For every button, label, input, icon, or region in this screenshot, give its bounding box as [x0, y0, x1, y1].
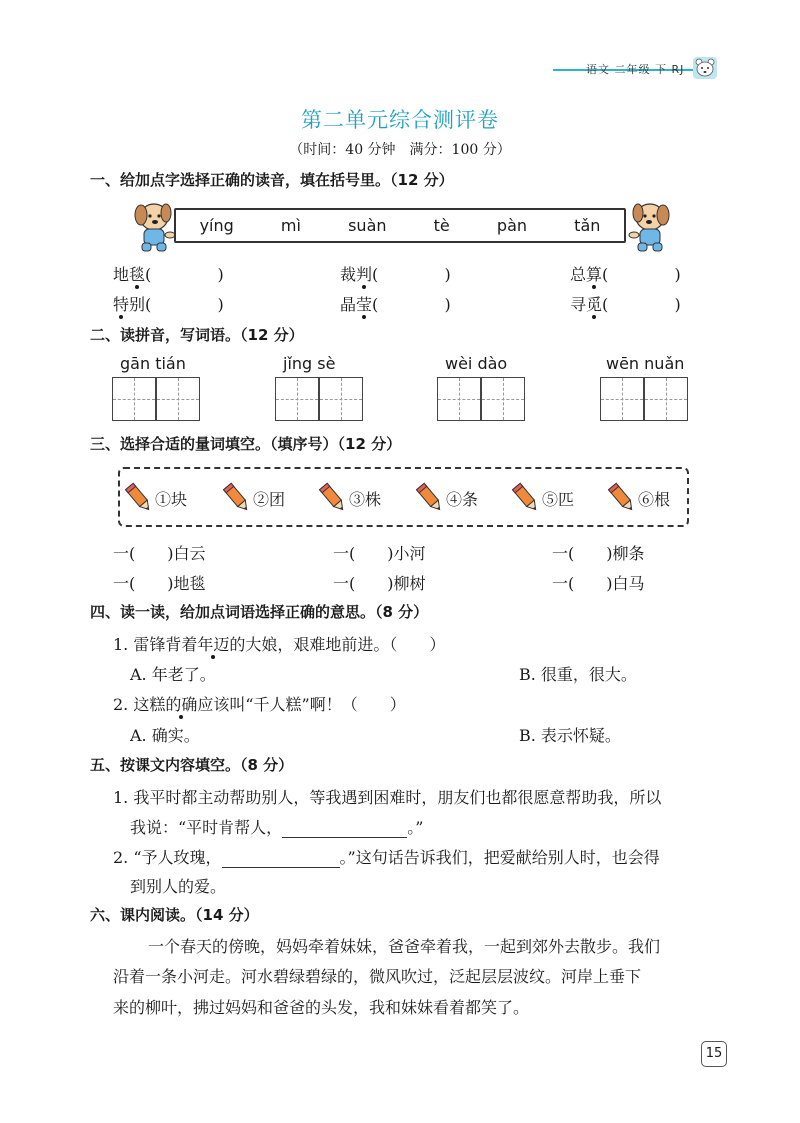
measure-word-option: ⑥根 — [608, 481, 670, 515]
writing-cell[interactable] — [112, 377, 156, 421]
header-subject-label: 语文 二年级 下 RJ — [586, 63, 685, 76]
fill-item: 一( )地毯 — [113, 574, 206, 593]
section5-heading: 五、按课文内容填空。（8 分） — [90, 756, 294, 774]
measure-word-option: ①块 — [125, 481, 187, 515]
pinyin-option: yíng — [199, 216, 234, 235]
question-1: 1. 雷锋背着年迈的大娘，艰难地前进。（ ） — [113, 635, 446, 654]
pencil-icon — [608, 481, 636, 515]
fill-question-1-line2: 我说：“平时肯帮人， 。” — [130, 818, 424, 837]
fill-item: 一( )柳条 — [552, 544, 645, 563]
writing-cell[interactable] — [600, 377, 644, 421]
page-title: 第二单元综合测评卷 — [301, 108, 499, 132]
measure-word-option: ④条 — [416, 481, 478, 515]
fill-item: 一( )小河 — [333, 544, 426, 563]
pinyin-prompt: jǐng sè — [283, 354, 336, 373]
pinyin-option: tǎn — [574, 216, 601, 235]
word-item: 晶莹( ) — [340, 295, 451, 314]
section3-heading: 三、选择合适的量词填空。（填序号）（12 分） — [90, 435, 402, 453]
exam-info: （时间：40 分钟 满分：100 分） — [289, 142, 511, 158]
word-item: 特别( ) — [113, 295, 224, 314]
writing-cell[interactable] — [437, 377, 481, 421]
word-item: 寻觅( ) — [570, 295, 681, 314]
section6-heading: 六、课内阅读。（14 分） — [90, 906, 259, 924]
fill-item: 一( )白马 — [552, 574, 645, 593]
pinyin-option: pàn — [496, 216, 528, 235]
fill-item: 一( )白云 — [113, 544, 206, 563]
puppy-left-icon — [128, 197, 178, 255]
pencil-icon — [416, 481, 444, 515]
section2-heading: 二、读拼音，写词语。（12 分） — [90, 326, 304, 344]
pinyin-prompt: gān tián — [120, 354, 186, 373]
reading-passage-line: 一个春天的傍晚，妈妈牵着妹妹，爸爸牵着我，一起到郊外去散步。我们 — [148, 937, 661, 956]
puppy-right-icon — [626, 197, 676, 255]
measure-word-option: ⑤匹 — [512, 481, 574, 515]
pencil-icon — [319, 481, 347, 515]
fill-item: 一( )柳树 — [333, 574, 426, 593]
fill-question-2-line2: 到别人的爱。 — [130, 877, 227, 896]
option-a: A. 年老了。 — [130, 665, 216, 684]
pencil-icon — [223, 481, 251, 515]
pencil-icon — [512, 481, 540, 515]
writing-cell[interactable] — [156, 377, 200, 421]
reading-passage-line: 沿着一条小河走。河水碧绿碧绿的，微风吹过，泛起层层波纹。河岸上垂下 — [113, 967, 642, 986]
pinyin-option: tè — [433, 216, 450, 235]
section1-heading: 一、给加点字选择正确的读音，填在括号里。（12 分） — [90, 171, 454, 189]
option-b: B. 表示怀疑。 — [519, 726, 621, 745]
fill-question-1-line1: 1. 我平时都主动帮助别人，等我遇到困难时，朋友们也都很愿意帮助我，所以 — [113, 788, 662, 807]
question-2: 2. 这糕的确应该叫“千人糕”啊！（ ） — [113, 695, 406, 714]
pinyin-prompt: wēn nuǎn — [606, 354, 685, 373]
word-item: 裁判( ) — [340, 265, 451, 284]
measure-word-option: ③株 — [319, 481, 381, 515]
answer-blank[interactable] — [282, 818, 407, 838]
measure-word-option: ②团 — [223, 481, 285, 515]
word-item: 地毯( ) — [113, 265, 224, 284]
pencil-icon — [125, 481, 153, 515]
section4-heading: 四、读一读，给加点词语选择正确的意思。（8 分） — [90, 603, 429, 621]
bear-mascot-icon — [692, 54, 718, 80]
writing-cell[interactable] — [644, 377, 688, 421]
writing-cell[interactable] — [319, 377, 363, 421]
writing-cell[interactable] — [481, 377, 525, 421]
writing-cell[interactable] — [275, 377, 319, 421]
measure-word-box — [118, 467, 689, 527]
pinyin-options-box — [174, 208, 626, 243]
pinyin-prompt: wèi dào — [445, 354, 508, 373]
option-b: B. 很重，很大。 — [519, 665, 637, 684]
pinyin-option: suàn — [348, 216, 387, 235]
word-item: 总算( ) — [570, 265, 681, 284]
option-a: A. 确实。 — [130, 726, 200, 745]
answer-blank[interactable] — [222, 848, 340, 868]
reading-passage-line: 来的柳叶，拂过妈妈和爸爸的头发，我和妹妹看着都笑了。 — [113, 998, 530, 1017]
pinyin-option: mì — [280, 216, 301, 235]
page-number: 15 — [701, 1041, 727, 1067]
fill-question-2-line1: 2. “予人玫瑰， 。”这句话告诉我们，把爱献给别人时，也会得 — [113, 848, 660, 867]
